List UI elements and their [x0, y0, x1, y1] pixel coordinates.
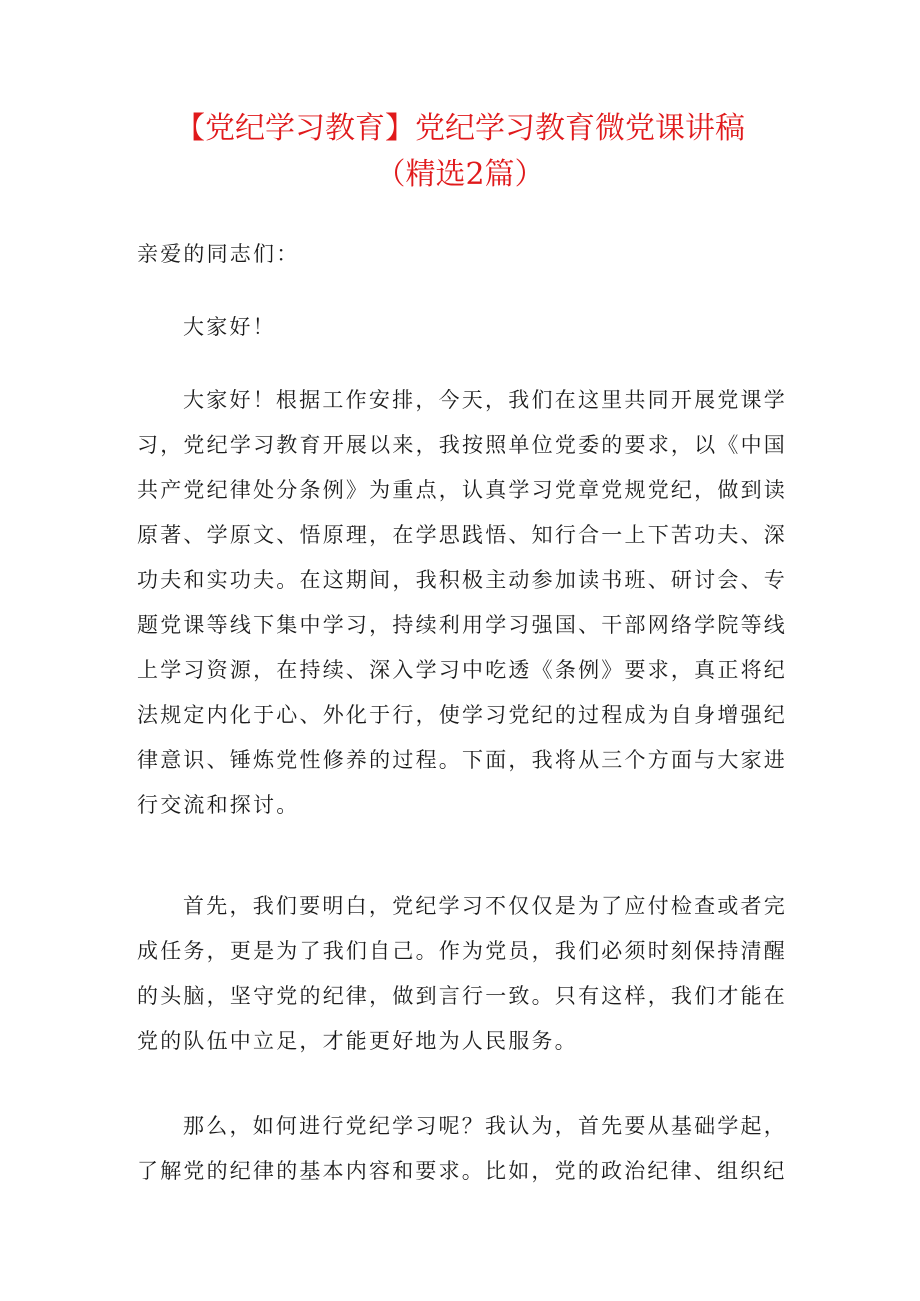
paragraph-3: 那么，如何进行党纪学习呢？我认为，首先要从基础学起，了解党的纪律的基本内容和要求。比如，党的政治纪律、组织纪	[137, 1114, 787, 1183]
greeting: 大家好！	[183, 315, 276, 339]
paragraph-1: 大家好！根据工作安排，今天，我们在这里共同开展党课学习，党纪学习教育开展以来，我按照单位党委的要求，以《中国共产党纪律处分条例》为重点，认真学习党章党规党纪，做到读原著、学原文、悟原理，在学思践悟、知行合一上下苦功夫、深功夫和实功夫。在这期间，我积极主动参加读书班、研讨会、专题党课等线下集中学习，持续利用学习强国、干部网络学院等线上学习资源，在持续、深入学习中吃透《条例》要求，真正将纪法规定内化于心、外化于行，使学习党纪的过程成为自身增强纪律意识、锤炼党性修养的过程。下面，我将从三个方面与大家进行交流和探讨。	[137, 388, 787, 817]
salutation: 亲爱的同志们：	[137, 242, 300, 266]
document-title-line1: 【党纪学习教育】党纪学习教育微党课讲稿	[175, 111, 745, 146]
document-title-line2: （精选2篇）	[375, 157, 545, 192]
paragraph-2: 首先，我们要明白，党纪学习不仅仅是为了应付检查或者完成任务，更是为了我们自己。作为党员，我们必须时刻保持清醒的头脑，坚守党的纪律，做到言行一致。只有这样，我们才能在党的队伍中立足，才能更好地为人民服务。	[137, 894, 787, 1053]
